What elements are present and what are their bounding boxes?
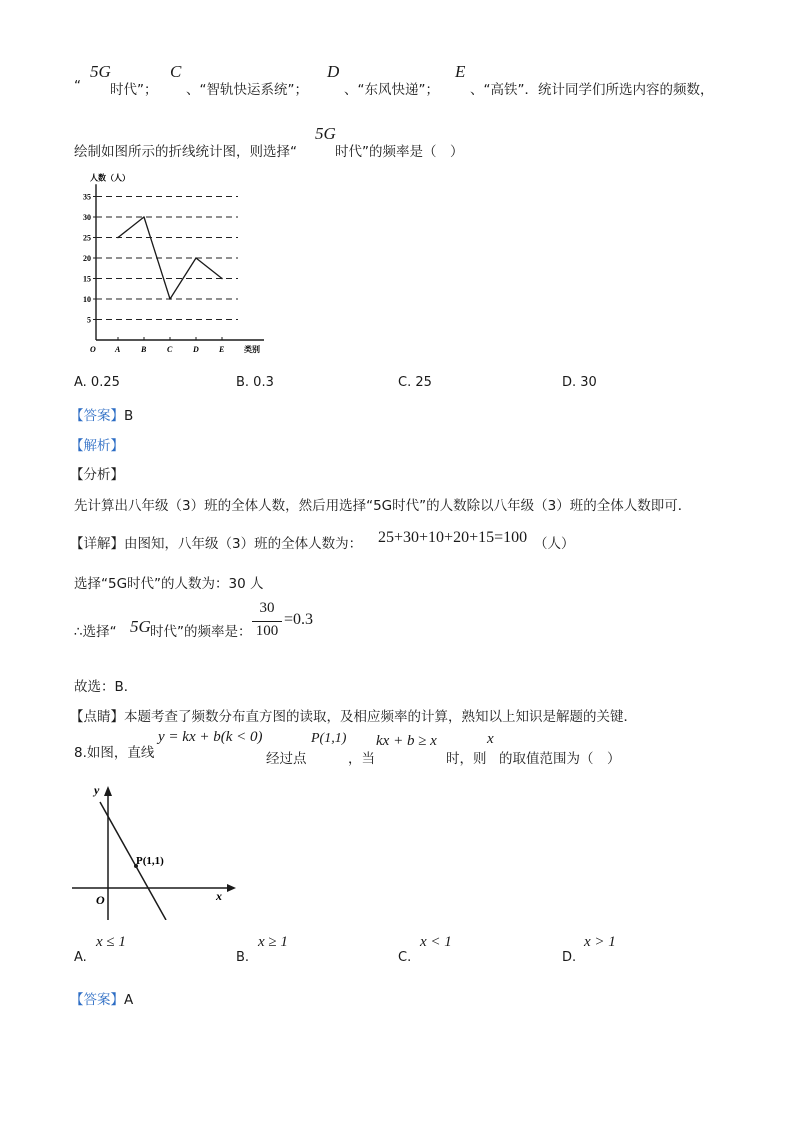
era-text: 时代”；	[110, 82, 158, 98]
y-axis-label: 人数（人）	[90, 173, 130, 183]
detail-expression: 25+30+10+20+15=100	[378, 529, 528, 546]
q8-option-b-expr: x ≥ 1	[258, 934, 288, 950]
detail-unit: （人）	[534, 536, 575, 552]
q8-text-3: 时，则	[446, 751, 487, 767]
option-a: A. 0.25	[74, 375, 120, 390]
q8-inequality: kx + b ≥ x	[376, 733, 437, 749]
frac-numerator: 30	[259, 600, 275, 616]
q8-x: x	[487, 731, 494, 747]
q8-number: 8.如图，直线	[74, 745, 155, 761]
series-segment-CD	[170, 258, 196, 299]
series-segment-AB	[118, 217, 144, 238]
option-b: B. 0.3	[236, 375, 274, 390]
q8-option-c-letter: C.	[398, 950, 412, 965]
q8-option-a-expr: x ≤ 1	[96, 934, 126, 950]
option-c-symbol: C	[170, 62, 182, 81]
detail-text: 由图知，八年级（3）班的全体人数为：	[124, 536, 363, 552]
detail-line	[70, 532, 362, 552]
data-point-E	[221, 278, 223, 280]
linear-graph	[70, 780, 240, 920]
q8-option-d-expr: x > 1	[584, 934, 616, 950]
y-tick-label-15: 15	[83, 274, 91, 284]
option-d: D. 30	[562, 375, 597, 390]
fenxi-text: 先计算出八年级（3）班的全体人数，然后用选择“5G时代”的人数除以八年级（3）班的全体人数即可．	[74, 498, 692, 514]
q8-option-c-expr: x < 1	[420, 934, 452, 950]
choose-line: 故选：B．	[74, 679, 138, 695]
freq-result: =0.3	[284, 611, 314, 628]
y-tick-label-35: 35	[83, 192, 91, 202]
y-tick-label-30: 30	[83, 213, 91, 222]
comment-tag: 【点睛】	[70, 709, 124, 725]
comment-line	[70, 705, 637, 725]
q8-text-1: 经过点	[266, 751, 307, 767]
option-e-text: 、“高铁”．统计同学们所选内容的频数，	[470, 82, 714, 98]
x-tick-label-B: B	[141, 345, 147, 354]
y-tick-label-25: 25	[83, 233, 91, 243]
answer-block	[70, 404, 133, 424]
option-d-text: 、“东风快递”；	[344, 82, 439, 98]
q8-point: P(1,1)	[311, 731, 347, 746]
x-tick-label-C: C	[167, 345, 173, 354]
fiveg-symbol-3: 5G	[130, 617, 151, 636]
fiveg-symbol: 5G	[90, 62, 111, 81]
x-tick-label-A: A	[115, 345, 121, 354]
freq-pre: ∴选择“	[74, 624, 117, 640]
q8-text-2: ，当	[348, 751, 375, 767]
answer8-tag: 【答案】	[70, 992, 124, 1008]
q8-option-b-letter: B.	[236, 950, 250, 965]
x-tick-label-E: E	[219, 345, 225, 354]
option-e-symbol: E	[455, 62, 466, 81]
answer-tag: 【答案】	[70, 408, 124, 424]
y-axis-label: y	[94, 783, 100, 797]
data-point-D	[195, 257, 197, 259]
fenxi-tag: 【分析】	[70, 467, 124, 483]
data-point-A	[117, 237, 119, 239]
question-text: 绘制如图所示的折线统计图，则选择“	[74, 144, 297, 160]
q8-text-4: 的取值范围为（ ）	[499, 751, 621, 767]
option-d-symbol: D	[327, 62, 340, 81]
answer-value: B	[124, 408, 134, 424]
q8-option-a-letter: A.	[74, 950, 87, 965]
freq-mid: 时代”的频率是：	[150, 624, 252, 640]
series-segment-DE	[196, 258, 222, 279]
option-c: C. 25	[398, 375, 432, 390]
fiveg-symbol-2: 5G	[315, 124, 336, 143]
count-line: 选择“5G时代”的人数为：30 人	[74, 576, 264, 592]
q8-formula: y = kx + b(k < 0)	[158, 729, 263, 745]
origin-label: O	[90, 345, 96, 354]
q8-option-d-letter: D.	[562, 950, 577, 965]
answer8-block	[70, 988, 133, 1008]
fraction-bar	[252, 621, 282, 622]
data-point-B	[143, 216, 145, 218]
analysis-tag: 【解析】	[70, 438, 124, 454]
frac-denominator: 100	[255, 623, 279, 639]
data-point-C	[169, 298, 171, 300]
x-tick-label-D: D	[193, 345, 199, 354]
y-tick-label-20: 20	[83, 254, 91, 263]
x-axis-label: x	[216, 889, 222, 903]
detail-tag: 【详解】	[70, 536, 124, 552]
line-chart	[74, 172, 294, 362]
comment-text: 本题考查了频数分布直方图的读取，及相应频率的计算，熟知以上知识是解题的关键．	[124, 709, 637, 725]
answer8-value: A	[124, 992, 134, 1008]
x-axis-arrow	[227, 884, 236, 892]
question-text-end: 时代”的频率是（ ）	[335, 144, 464, 160]
option-c-text: 、“智轨快运系统”；	[186, 82, 308, 98]
y-tick-label-10: 10	[83, 295, 91, 304]
y-tick-label-5: 5	[87, 315, 91, 325]
x-axis-label: 类别	[244, 345, 260, 354]
y-axis-arrow	[104, 786, 112, 796]
quote-open: “	[74, 78, 81, 94]
origin-label: O	[96, 893, 105, 907]
point-label: P(1,1)	[136, 855, 164, 867]
